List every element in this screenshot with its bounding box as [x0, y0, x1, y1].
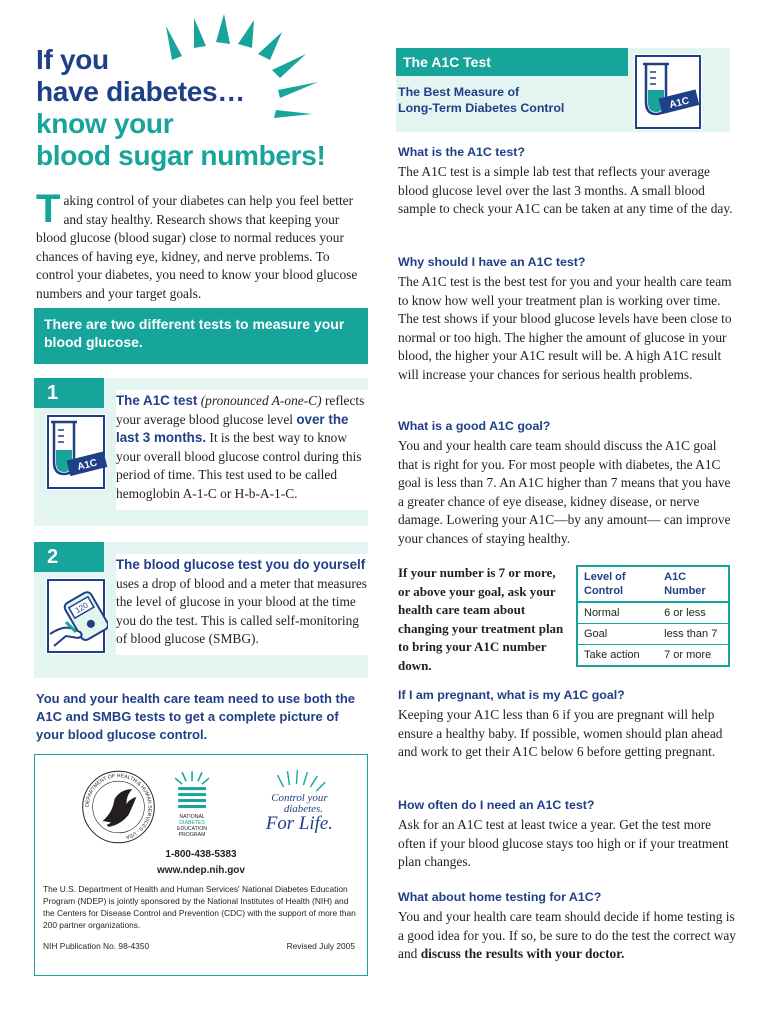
test-1-box	[34, 378, 368, 526]
a1c-section-title: The A1C Test	[396, 48, 628, 76]
website-link[interactable]: www.ndep.nih.gov	[157, 865, 245, 876]
test-tube-icon	[40, 412, 108, 492]
title-line: blood sugar numbers!	[36, 140, 326, 171]
test-2-box	[34, 542, 368, 678]
question-heading: Why should I have an A1C test?	[398, 255, 586, 269]
publication-number: NIH Publication No. 98-4350	[43, 941, 150, 951]
test-1-description	[116, 390, 368, 510]
intro-paragraph	[36, 187, 368, 304]
ndep-logo	[175, 771, 209, 838]
subtitle-line: The Best Measure of	[398, 85, 520, 99]
answer-paragraph: Keeping your A1C less than 6 if you are pregnant will help ensure a healthy baby. If possible, women should plan ahead and work to get their A1C below 6 before getting pregnant.	[398, 707, 723, 760]
test-1-text: reflects your average blood glucose level	[116, 393, 365, 427]
glucose-meter-icon	[40, 576, 108, 656]
table-cell: Goal	[577, 624, 658, 645]
answer-emphasis: discuss the results with your doctor.	[420, 946, 625, 962]
ndep-logo-text: PROGRAM	[178, 831, 206, 838]
control-your-diabetes-logo	[265, 770, 333, 834]
logo-tagline: Control your	[271, 792, 328, 805]
a1c-goal-table	[576, 565, 730, 667]
test-1-highlight: over the last 3 months.	[116, 411, 349, 446]
ndep-logo-text: DIABETES	[179, 819, 205, 826]
test-2-description	[116, 554, 368, 655]
a1c-section-header	[396, 48, 730, 132]
table-row	[577, 602, 729, 624]
title-line: have diabetes…	[36, 76, 245, 107]
question-heading: What is the A1C test?	[398, 145, 525, 159]
question-heading: What about home testing for A1C?	[398, 890, 602, 904]
answer-paragraph: The A1C test is the best test for you and your health care team to know how well your treatment plan is working over time. The test shows if your blood glucose levels have been close to normal or too high. The higher the amount of glucose in your blood, the higher your A1C result will be. A high A1C result will increase your chances for serious health problems.	[398, 274, 732, 382]
both-tests-note: You and your health care team need to use both the A1C and SMBG tests to get a complete picture of your blood glucose control.	[36, 691, 356, 742]
test-number: 1	[34, 378, 104, 408]
test-1-pronunciation: (pronounced A-one-C)	[200, 393, 322, 408]
sponsor-footer	[34, 754, 368, 976]
logo-tagline: For Life.	[265, 812, 333, 834]
a1c-section-subtitle	[398, 84, 564, 116]
logo-tagline: diabetes.	[283, 802, 323, 815]
table-cell: 7 or more	[664, 649, 712, 661]
test-tube-icon	[634, 54, 702, 130]
subtitle-line: Long-Term Diabetes Control	[398, 101, 565, 115]
title-line: know your	[36, 108, 174, 139]
answer-paragraph	[398, 908, 736, 964]
sponsor-statement: The U.S. Department of Health and Human Services' National Diabetes Education Program (NDEP) is jointly sponsored by the National Institutes of Health (NIH) and the Centers for Disease Control and Prevention (CDC) with the support of more than 200 partner organizations.	[43, 884, 356, 930]
phone-number: 1-800-438-5383	[165, 849, 237, 860]
column-header: Level of Control	[577, 566, 658, 602]
table-cell: Take action	[584, 649, 640, 661]
ndep-logo-text: NATIONAL	[179, 813, 205, 820]
table-cell: less than 7	[658, 624, 729, 645]
test-icon-label: A1C	[76, 457, 99, 473]
title-line: If you	[36, 44, 109, 75]
hhs-seal-text: DEPARTMENT OF HEALTH & HUMAN SERVICES · USA	[84, 773, 153, 840]
page-title	[36, 44, 336, 172]
table-cell: Normal	[577, 602, 658, 624]
table-row	[577, 645, 729, 667]
test-2-name: The blood glucose test you do yourself	[116, 557, 366, 572]
table-header-row	[577, 566, 729, 602]
test-1-text: It is the best way to know your overall blood glucose control during this period of time. This test used to be called hemoglobin A-1-C or H-b-A-1-C.	[116, 430, 362, 501]
column-header: A1C Number	[658, 566, 729, 602]
revised-date: Revised July 2005	[286, 941, 355, 951]
goal-callout: If your number is 7 or more, or above your goal, ask your health care team about changing your treatment plan to bring your A1C number down.	[398, 565, 564, 673]
drop-cap: T	[36, 187, 61, 231]
test-2-text: uses a drop of blood and a meter that measures the level of glucose in your blood at the time you do the test. This is called self-monitoring of blood glucose (SMBG).	[116, 575, 367, 647]
hhs-seal-logo	[83, 771, 155, 843]
answer-text: You and your health care team should decide if home testing is a good idea for you. If so, be sure to do the test the correct way and	[398, 909, 737, 962]
test-1-name: The A1C test	[116, 393, 198, 408]
answer-paragraph: Ask for an A1C test at least twice a year. Get the test more often if your blood glucose stays too high or if your treatment plan changes.	[398, 817, 729, 870]
tests-banner: There are two different tests to measure your blood glucose.	[34, 308, 368, 364]
meter-reading: 120	[73, 600, 90, 616]
sponsor-logos	[35, 763, 367, 851]
ndep-logo-text: EDUCATION	[177, 825, 208, 832]
table-row	[577, 624, 729, 645]
answer-paragraph: The A1C test is a simple lab test that reflects your average blood glucose level over the last 3 months. A small blood sample to check your A1C can be taken at any time of the day.	[398, 164, 733, 217]
question-heading: How often do I need an A1C test?	[398, 798, 595, 812]
question-heading: If I am pregnant, what is my A1C goal?	[398, 688, 625, 702]
table-cell: 6 or less	[658, 602, 729, 624]
intro-text: aking control of your diabetes can help you feel better and stay healthy. Research shows that keeping your blood glucose (blood sugar) close to normal reduces your chances of having eye, kidney, and nerve problems. To control your diabetes, you need to know your blood glucose numbers and your target goals.	[36, 193, 358, 301]
test-number: 2	[34, 542, 104, 572]
question-heading: What is a good A1C goal?	[398, 419, 551, 433]
answer-paragraph: You and your health care team should discuss the A1C goal that is right for you. For most people with diabetes, the A1C goal is less than 7. An A1C higher than 7 means that you have a greater chance of eye disease, kidney disease, or nerve damage. Lowering your A1C—by any amount— can improve your chances of staying healthy.	[398, 438, 731, 546]
test-icon-label: A1C	[668, 95, 691, 111]
